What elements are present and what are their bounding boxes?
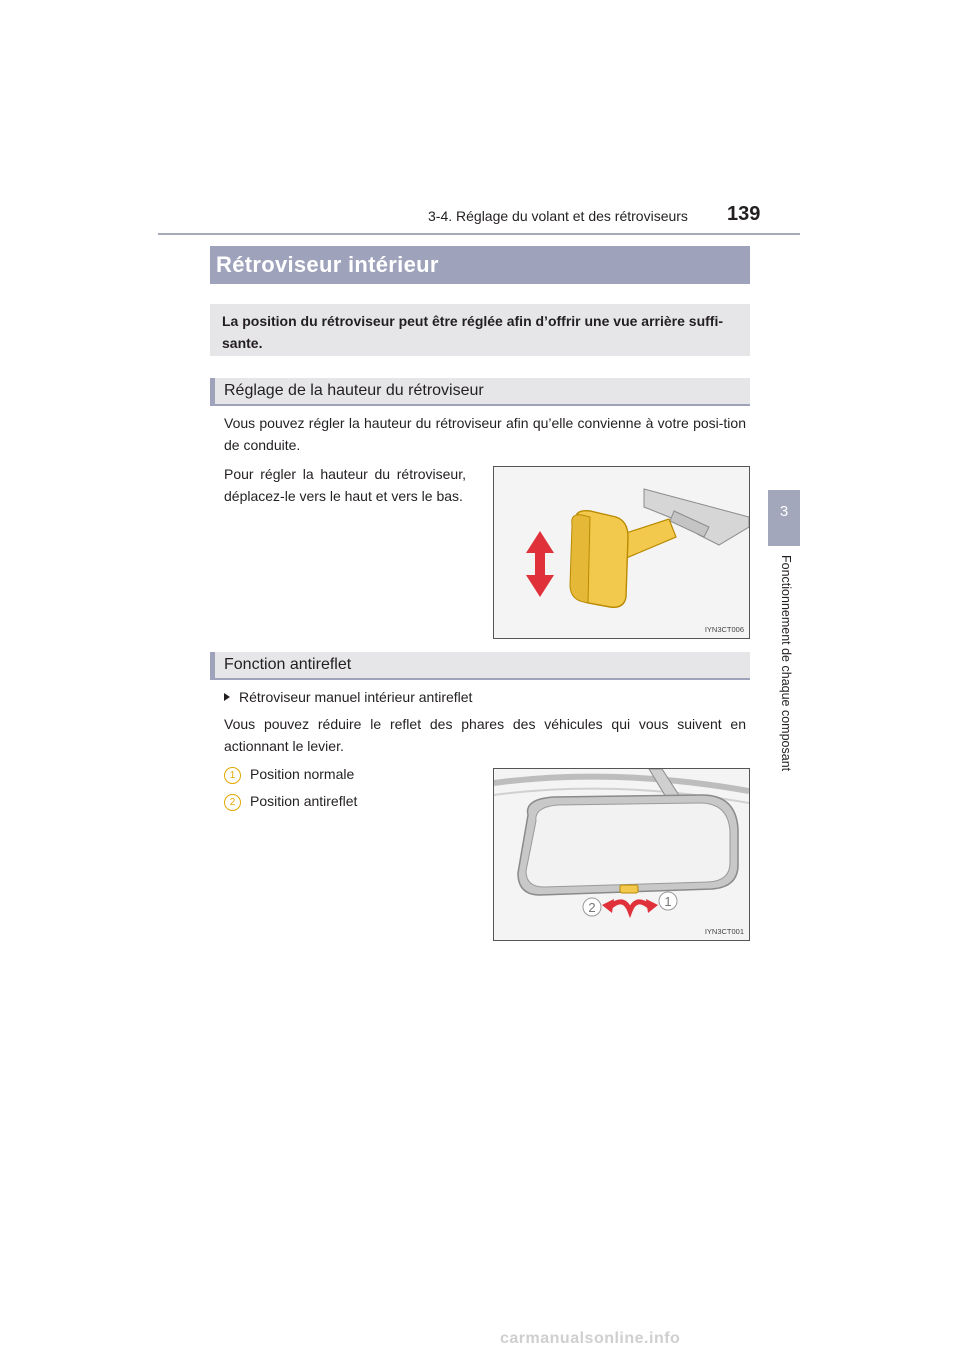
height-adjust-instruction: Pour régler la hauteur du rétroviseur, déplacez-le vers le haut et vers le bas. <box>224 466 466 504</box>
list-item-label: Position normale <box>250 766 355 782</box>
figure-mirror-height <box>493 466 750 639</box>
subheading-antiglare: Fonction antireflet <box>210 652 750 680</box>
figure-antiglare-mirror <box>493 768 750 941</box>
figure-callout: 1 <box>664 894 672 909</box>
mirror-height-illustration <box>494 467 749 638</box>
subheading-height-adjust: Réglage de la hauteur du rétroviseur <box>210 378 750 406</box>
intro-text: La position du rétroviseur peut être réglée afin d’offrir une vue arrière suffi-sante. <box>222 313 723 351</box>
callout-2-icon <box>583 898 601 916</box>
callout-number: 1 <box>224 767 241 784</box>
antiglare-bullet <box>224 686 744 708</box>
header-divider <box>158 233 800 235</box>
callout-1-icon <box>659 892 677 910</box>
watermark[interactable]: carmanualsonline.info <box>500 1330 681 1347</box>
list-item <box>224 763 354 785</box>
callout-number: 2 <box>224 794 241 811</box>
chapter-tab-title: Fonctionnement de chaque composant <box>779 555 793 772</box>
header-section-title: 3-4. Réglage du volant et des rétroviseurs <box>428 208 688 224</box>
figure-code: IYN3CT006 <box>704 625 744 634</box>
chapter-tab-number: 3 <box>779 503 789 520</box>
figure-callout: 2 <box>588 900 596 915</box>
antiglare-bullet-text: Rétroviseur manuel intérieur antireflet <box>239 689 473 705</box>
antiglare-mirror-illustration <box>494 769 749 940</box>
list-item-label: Position antireflet <box>250 793 358 809</box>
list-item <box>224 790 357 812</box>
bullet-triangle-icon <box>224 693 230 701</box>
page-number: 139 <box>727 203 761 225</box>
intro-box <box>210 304 750 356</box>
figure-code: IYN3CT001 <box>704 927 744 936</box>
section-title: Rétroviseur intérieur <box>210 246 750 284</box>
antiglare-paragraph: Vous pouvez réduire le reflet des phares des véhicules qui vous suivent en actionnant le levier. <box>224 716 746 754</box>
height-adjust-paragraph: Vous pouvez régler la hauteur du rétroviseur afin qu’elle convienne à votre posi-tion de conduite. <box>224 415 746 453</box>
